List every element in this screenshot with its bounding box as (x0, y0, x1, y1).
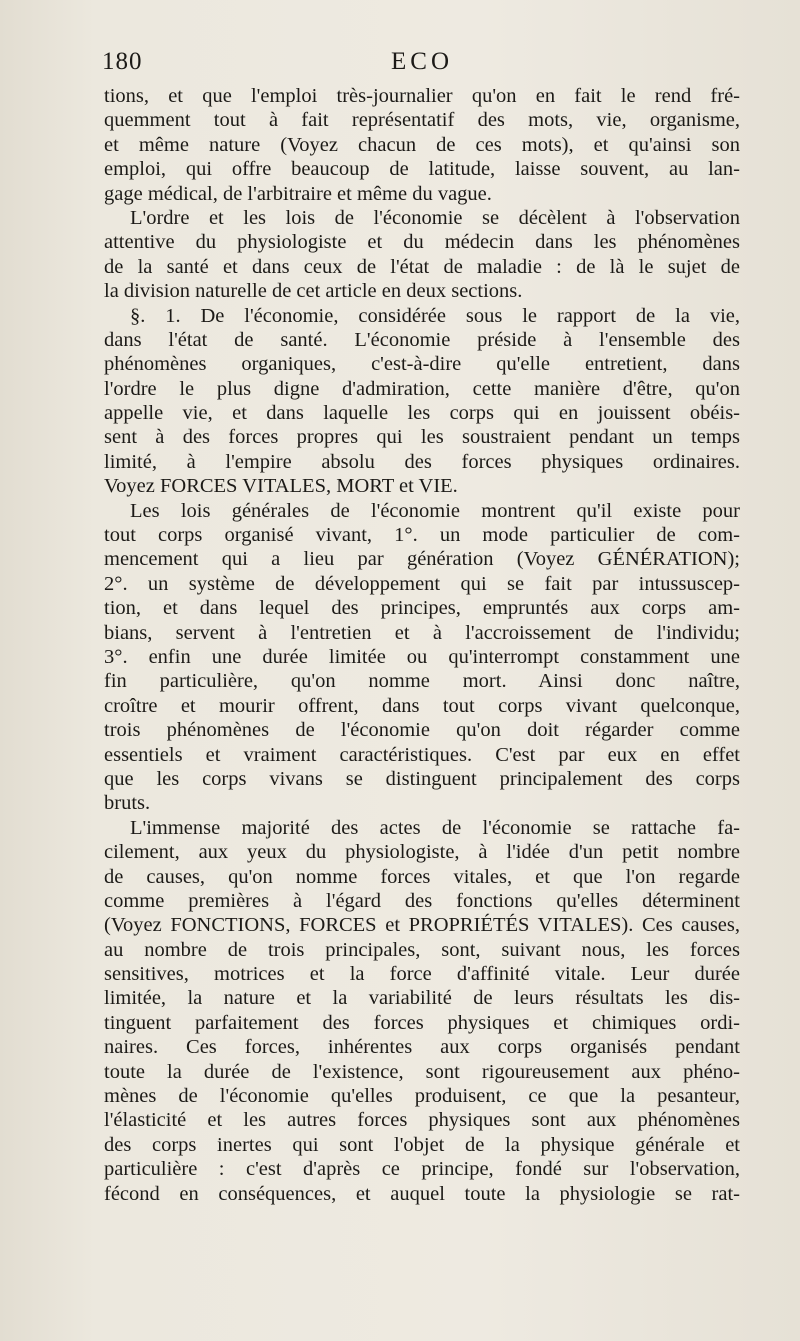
text-line: naires. Ces forces, inhérentes aux corps organisés pendant (104, 1036, 740, 1059)
text-line: limité, à l'empire absolu des forces physiques ordinaires. (104, 450, 740, 473)
text-line: 2°. un système de développement qui se fait par intussuscep- (104, 572, 740, 595)
text-line: sent à des forces propres qui les soustraient pendant un temps (104, 426, 740, 449)
text-line: attentive du physiologiste et du médecin dans les phénomènes (104, 231, 740, 254)
body-text (104, 84, 740, 1206)
text-line: fécond en conséquences, et auquel toute la physiologie se rat- (104, 1182, 740, 1205)
text-line: de la santé et dans ceux de l'état de maladie : de là le sujet de (104, 255, 740, 278)
text-line: tion, et dans lequel des principes, empruntés aux corps am- (104, 597, 740, 620)
text-line: la division naturelle de cet article en deux sections. (104, 280, 523, 303)
text-line: L'immense majorité des actes de l'économie se rattache fa- (130, 816, 740, 839)
text-line: mencement qui a lieu par génération (Voyez GÉNÉRATION); (104, 548, 740, 571)
text-line: quemment tout à fait représentatif des mots, vie, organisme, (104, 109, 740, 132)
text-line: 3°. enfin une durée limitée ou qu'interrompt constamment une (104, 645, 740, 668)
text-line: fin particulière, qu'on nomme mort. Ainsi donc naître, (104, 670, 740, 693)
text-line: (Voyez FONCTIONS, FORCES et PROPRIÉTÉS VITALES). Ces causes, (104, 914, 740, 937)
text-line: sensitives, motrices et la force d'affinité vitale. Leur durée (104, 963, 740, 986)
text-line: gage médical, de l'arbitraire et même du vague. (104, 182, 492, 205)
text-line: au nombre de trois principales, sont, suivant nous, les forces (104, 938, 740, 961)
text-line: l'ordre le plus digne d'admiration, cette manière d'être, qu'on (104, 377, 740, 400)
running-head: ECO (391, 48, 453, 75)
text-line: bruts. (104, 792, 151, 815)
text-line: tinguent parfaitement des forces physiques et chimiques ordi- (104, 1011, 740, 1034)
text-line: trois phénomènes de l'économie qu'on doit régarder comme (104, 719, 740, 742)
text-line: mènes de l'économie qu'elles produisent, ce que la pesanteur, (104, 1085, 740, 1108)
text-line: §. 1. De l'économie, considérée sous le rapport de la vie, (130, 304, 740, 327)
text-line: des corps inertes qui sont l'objet de la physique générale et (104, 1133, 740, 1156)
text-line: Les lois générales de l'économie montrent qu'il existe pour (130, 499, 740, 522)
text-line: emploi, qui offre beaucoup de latitude, laisse souvent, au lan- (104, 158, 740, 181)
text-line: L'ordre et les lois de l'économie se décèlent à l'observation (130, 206, 740, 229)
text-line: tout corps organisé vivant, 1°. un mode particulier de com- (104, 524, 740, 547)
text-line: particulière : c'est d'après ce principe, fondé sur l'observation, (104, 1158, 740, 1181)
text-line: croître et mourir offrent, dans tout corps vivant quelconque, (104, 694, 740, 717)
text-line: comme premières à l'égard des fonctions qu'elles déterminent (104, 889, 740, 912)
text-line: bians, servent à l'entretien et à l'accroissement de l'individu; (104, 621, 740, 644)
text-line: tions, et que l'emploi très-journalier qu'on en fait le rend fré- (104, 85, 740, 107)
text-line: de causes, qu'on nomme forces vitales, et que l'on regarde (104, 865, 740, 888)
text-line: limitée, la nature et la variabilité de leurs résultats les dis- (104, 987, 740, 1010)
page-number: 180 (102, 48, 143, 75)
text-line: toute la durée de l'existence, sont rigoureusement aux phéno- (104, 1060, 740, 1083)
text-line: phénomènes organiques, c'est-à-dire qu'elle entretient, dans (104, 353, 740, 376)
text-line: Voyez FORCES VITALES, MORT et VIE. (104, 475, 458, 498)
page-header (104, 48, 740, 80)
text-line: que les corps vivans se distinguent principalement des corps (104, 767, 740, 790)
text-line: appelle vie, et dans laquelle les corps qui en jouissent obéis- (104, 402, 740, 425)
text-line: l'élasticité et les autres forces physiques sont aux phénomènes (104, 1109, 740, 1132)
text-line: cilement, aux yeux du physiologiste, à l'idée d'un petit nombre (104, 841, 740, 864)
text-line: essentiels et vraiment caractéristiques. C'est par eux en effet (104, 743, 740, 766)
text-line: dans l'état de santé. L'économie préside à l'ensemble des (104, 328, 740, 351)
text-line: et même nature (Voyez chacun de ces mots), et qu'ainsi son (104, 133, 740, 156)
